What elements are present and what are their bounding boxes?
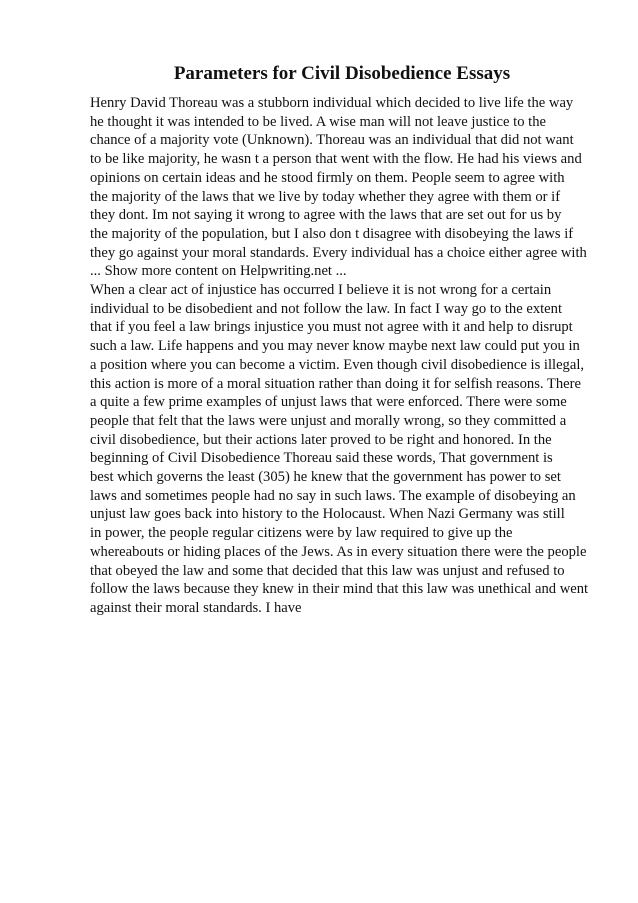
body-text-line: chance of a majority vote (Unknown). Thoreau was an individual that did not want: [90, 132, 574, 149]
document-title: Parameters for Civil Disobedience Essays: [173, 63, 511, 84]
body-text-line: opinions on certain ideas and he stood firmly on them. People seem to agree with: [90, 169, 565, 186]
body-text-line: civil disobedience, but their actions later proved to be right and honored. In the: [90, 431, 552, 448]
body-text-line: in power, the people regular citizens were by law required to give up the: [90, 525, 513, 542]
document-body: [90, 94, 610, 618]
body-text-line: ... Show more content on Helpwriting.net ...: [90, 263, 347, 280]
body-text-line: against their moral standards. I have: [90, 599, 302, 616]
body-text-line: people that felt that the laws were unjust and morally wrong, so they committed a: [90, 412, 567, 429]
body-text-line: that if you feel a law brings injustice you must not agree with it and help to disrupt: [90, 319, 573, 336]
body-text-line: the majority of the laws that we live by today whether they agree with them or if: [90, 188, 561, 205]
body-text-line: whereabouts or hiding places of the Jews. As in every situation there were the people: [90, 543, 587, 560]
body-text-line: When a clear act of injustice has occurred I believe it is not wrong for a certain: [90, 282, 552, 299]
body-text-line: laws and sometimes people had no say in such laws. The example of disobeying an: [90, 487, 576, 504]
body-text-line: they go against your moral standards. Every individual has a choice either agree with: [90, 244, 587, 261]
body-text-line: they dont. Im not saying it wrong to agree with the laws that are set out for us by: [90, 207, 562, 224]
body-text-line: Henry David Thoreau was a stubborn individual which decided to live life the way: [90, 95, 574, 111]
body-text-line: a position where you can become a victim. Even though civil disobedience is illegal,: [90, 356, 585, 373]
body-text-line: unjust law goes back into history to the Holocaust. When Nazi Germany was still: [90, 506, 565, 523]
body-text-line: follow the laws because they knew in their mind that this law was unethical and went: [90, 581, 589, 598]
body-text-line: best which governs the least (305) he knew that the government has power to set: [90, 469, 561, 486]
body-text-line: that obeyed the law and some that decided that this law was unjust and refused to: [90, 562, 565, 579]
body-text-line: individual to be disobedient and not follow the law. In fact I way go to the extent: [90, 300, 563, 317]
body-text-line: he thought it was intended to be lived. A wise man will not leave justice to the: [90, 113, 546, 130]
body-text-line: such a law. Life happens and you may never know maybe next law could put you in: [90, 338, 580, 355]
body-text-line: a quite a few prime examples of unjust laws that were enforced. There were some: [90, 394, 567, 411]
body-text-line: to be like majority, he wasn t a person that went with the flow. He had his views and: [90, 151, 582, 168]
body-text-line: beginning of Civil Disobedience Thoreau said these words, That government is: [90, 450, 553, 467]
body-text-line: the majority of the population, but I also don t disagree with disobeying the laws if: [90, 225, 574, 242]
body-text-line: this action is more of a moral situation rather than doing it for selfish reasons. There: [90, 375, 581, 392]
